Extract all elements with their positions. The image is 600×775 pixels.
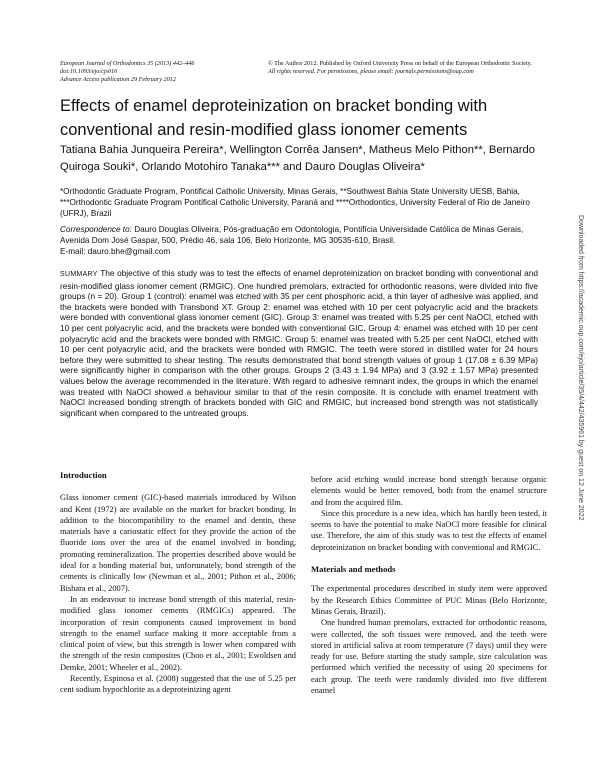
copyright-line-1: © The Author 2012. Published by Oxford University Press on behalf of the European Orthodontic Society. (268, 60, 532, 67)
paragraph: In an endeavour to increase bond strength of this material, resin-modified glass ionomer cements (RMGICs) appeared. The incorporation of resin components caused improvement in bond strength to the enamel surface making it more acceptable from a clinical point of view, but this strength is lower when compared with the strength of the resin composites (Choo et al., 2001; Ewoldsen and Demke, 2001; Wheeler et al., 2002). (60, 594, 296, 672)
introduction-heading: Introduction (60, 470, 107, 480)
summary-text: The objective of this study was to test the effects of enamel deproteinization on bracket bonding with conventional and resin-modified glass ionomer cement (RMGIC). One hundred premolars, extracted for orthodontic reasons, were divided into five groups (n = 20). Group 1 (control): enamel was etched with 35 per cent phosphoric acid, a thin layer of adhesive was applied, and the brackets were bonded with Transbond XT. Group 2: enamel was etched with 10 per cent polyacrylic acid and the brackets were bonded with conventional glass ionomer cement (GIC). Group 3: enamel was treated with 5.25 per cent NaOCl, etched with 10 per cent polyacrylic acid, and the brackets were bonded with conventional GIC. Group 4: enamel was etched with 10 per cent polyacrylic acid and the brackets were bonded with RMGIC. Group 5: enamel was treated with 5.25 per cent NaOCl, etched with 10 per cent polyacrylic acid, and the brackets were bonded with RMGIC. The teeth were stored in distilled water for 24 hours before they were submitted to shear testing. The results demonstrated that bond strength values of group 1 (17.08 ± 6.39 MPa) were significantly higher in comparison with the other groups. Groups 2 (3.43 ± 1.94 MPa) and 3 (3.92 ± 1.57 MPa) presented values below the average recommended in the literature. With regard to adhesive remnant index, the groups in which the enamel was treated with NaOCl showed a behaviour similar to that of the resin composite. It is conclude with enamel treatment with NaOCl increased bonding strength of brackets bonded with GIC and RMGIC, but increased bond strength was not statistically significant when compared to the untreated groups. (60, 268, 538, 418)
paragraph: The experimental procedures described in study item were approved by the Research Ethics Committee of PUC Minas (Belo Horizonte, Minas Gerais, Brazil). (311, 584, 547, 616)
affiliations: *Orthodontic Graduate Program, Pontifical Catholic University, Minas Gerais, **Southwest Bahia State University UESB, Bahia, ***Orthodontic Graduate Program Pontifical Catholic University, Paraná and ****Orthodontics, University Federal of Rio de Janeiro (UFRJ), Brazil (60, 187, 530, 218)
methods-heading: Materials and methods (311, 564, 396, 575)
article-title: Effects of enamel deproteinization on bracket bonding with conventional and resin-modified glass ionomer cements (60, 97, 488, 139)
journal-line-3: Advance Access publication 29 February 2012 (60, 76, 176, 83)
correspondence-address: Dauro Douglas Oliveira, Pós-graduação em Odontologia, Pontifícia Universidade Católica de Minas Gerais, Avenida Dom José Gaspar, 500, Prédio 46, sala 106, Belo Horizonte, MG 30535-610, Brasil. (60, 225, 524, 245)
author-list: Tatiana Bahia Junqueira Pereira*, Wellington Corrêa Jansen*, Matheus Melo Pithon**, Bernardo Quiroga Souki*, Orlando Motohiro Tanaka*** and Dauro Douglas Oliveira* (60, 144, 535, 173)
paragraph: Glass ionomer cement (GIC)-based materials introduced by Wilson and Kent (1972) are available on the market for bracket bonding. In addition to the biocompatibility to the enamel and dentin, these materials have a cariostatic effect for they provide the action of the fluoride ions over the area of the enamel involved in bonding, promoting remineralization. The properties described above would be ideal for a bonding material but, unfortunately, bond strength of the cements is clinically low (Newman et al., 2001; Pithon et al., 2006; Bishara et al., 2007). (60, 493, 296, 593)
abstract (60, 268, 538, 418)
copyright-line-2: All rights reserved. For permissions, please email: journals.permissions@oup.com (268, 68, 474, 75)
paragraph: Since this procedure is a new idea, which has hardly been tested, it seems to have the potential to make NaOCl more feasible for clinical use. Therefore, the aim of this study was to test the effects of enamel deproteinization on bracket bonding with conventional and RMGIC. (311, 508, 547, 552)
journal-line-1: European Journal of Orthodontics 35 (2013) 442–446 (60, 60, 195, 67)
paragraph: before acid etching would increase bond strength because organic elements would be better removed, both from the enamel structure and from the acquired film. (311, 475, 547, 507)
correspondence (60, 224, 550, 257)
right-column (311, 474, 547, 696)
copyright-notice (268, 60, 558, 76)
journal-line-2: doi:10.1093/ejo/cjs016 (60, 68, 118, 75)
paragraph: One hundred human premolars, extracted for orthodontic reasons, were collected, the soft tissues were removed, and the teeth were stored in artificial saliva at room temperature (7 days) until they were ready for use. Before starting the study sample, size calculation was performed which verified the necessity of using 20 specimens for each group. The teeth were randomly divided into five different enamel (311, 618, 547, 696)
left-column (60, 470, 296, 696)
summary-label: SUMMARY (60, 271, 98, 278)
correspondence-label: Correspondence to: (60, 225, 132, 234)
correspondence-email[interactable]: E-mail: dauro.bhe@gmail.com (60, 247, 171, 256)
download-watermark-text: Downloaded from https://academic.oup.com/ejo/article/35/4/442/435961 by guest on 12 June 2022 (577, 215, 584, 521)
download-watermark (574, 215, 584, 615)
paragraph: Recently, Espinosa et al. (2008) suggested that the use of 5.25 per cent sodium hypochlorite as a deproteinizing agent (60, 674, 296, 695)
